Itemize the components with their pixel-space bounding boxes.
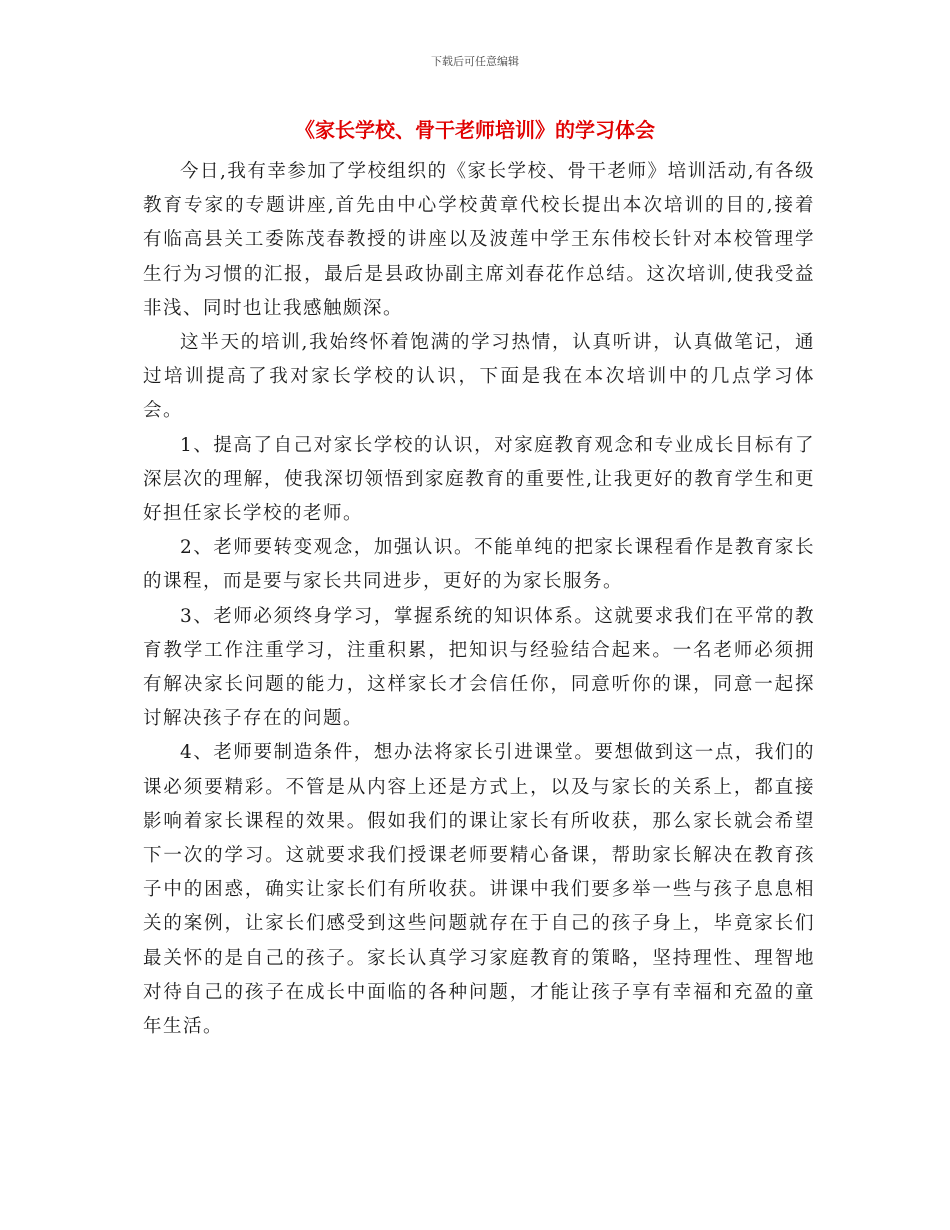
header-note: 下载后可任意编辑 xyxy=(431,55,519,68)
paragraph-point-4: 4、老师要制造条件，想办法将家长引进课堂。要想做到这一点，我们的课必须要精彩。不管是从内容上还是方式上，以及与家长的关系上，都直接影响着家长课程的效果。假如我们的课让家长有所收获，那么家长就会希望下一次的学习。这就要求我们授课老师要精心备课，帮助家长解决在教育孩子中的困惑，确实让家长们有所收获。讲课中我们要多举一些与孩子息息相关的案例，让家长们感受到这些问题就存在于自己的孩子身上，毕竟家长们最关怀的是自己的孩子。家长认真学习家庭教育的策略，坚持理性、理智地对待自己的孩子在成长中面临的各种问题，才能让孩子享有幸福和充盈的童年生活。 xyxy=(143,742,815,1038)
paragraph-point-1: 1、提高了自己对家长学校的认识，对家庭教育观念和专业成长目标有了深层次的理解，使我深切领悟到家庭教育的重要性,让我更好的教育学生和更好担任家长学校的老师。 xyxy=(143,434,815,525)
paragraph-training: 这半天的培训,我始终怀着饱满的学习热情，认真听讲，认真做笔记，通过培训提高了我对家长学校的认识，下面是我在本次培训中的几点学习体会。 xyxy=(143,332,815,422)
paragraph-point-2: 2、老师要转变观念，加强认识。不能单纯的把家长课程看作是教育家长的课程，而是要与家长共同进步，更好的为家长服务。 xyxy=(143,537,815,593)
paragraph-intro: 今日,我有幸参加了学校组织的《家长学校、骨干老师》培训活动,有各级教育专家的专题讲座,首先由中心学校黄章代校长提出本次培训的目的,接着有临高县关工委陈茂春教授的讲座以及波莲中学王东伟校长针对本校管理学生行为习惯的汇报，最后是县政协副主席刘春花作总结。这次培训,使我受益非浅、同时也让我感触颇深。 xyxy=(143,161,815,319)
document-title: 《家长学校、骨干老师培训》的学习体会 xyxy=(295,118,655,142)
paragraph-point-3: 3、老师必须终身学习，掌握系统的知识体系。这就要求我们在平常的教育教学工作注重学习，注重积累，把知识与经验结合起来。一名老师必须拥有解决家长问题的能力，这样家长才会信任你，同意听你的课，同意一起探讨解决孩子存在的问题。 xyxy=(143,605,815,730)
document-body xyxy=(143,155,815,1044)
